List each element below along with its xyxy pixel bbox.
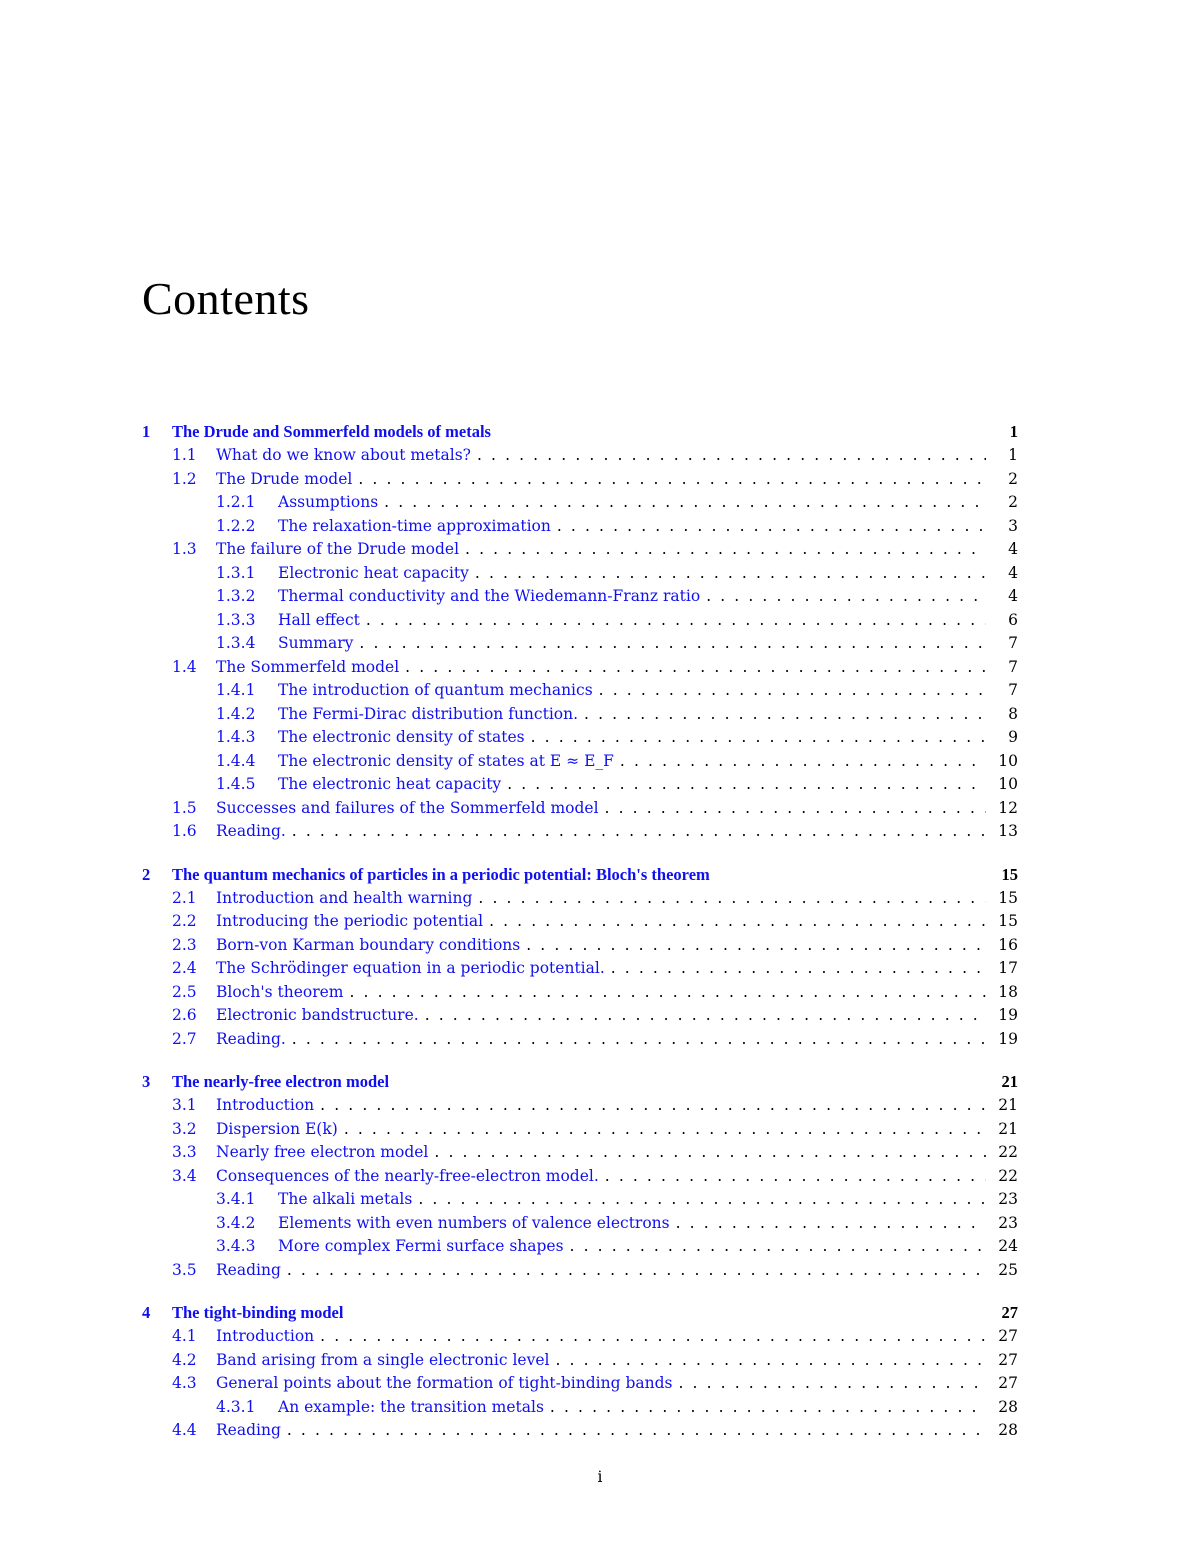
section-link[interactable]: Reading bbox=[216, 1421, 281, 1439]
chapter-title-link[interactable]: The tight-binding model bbox=[172, 1303, 344, 1322]
subsection-number[interactable]: 1.4.3 bbox=[216, 728, 256, 746]
toc-entry[interactable] bbox=[142, 934, 1018, 958]
page-number: 13 bbox=[998, 822, 1018, 840]
toc-entry[interactable] bbox=[142, 773, 1018, 797]
subsection-link[interactable]: The relaxation-time approximation bbox=[278, 516, 551, 535]
dot-leader bbox=[557, 515, 986, 539]
subsection-number[interactable]: 3.4.2 bbox=[216, 1213, 256, 1232]
subsection-number[interactable]: 4.3.1 bbox=[216, 1397, 256, 1416]
dot-leader bbox=[584, 703, 986, 727]
toc-chapter-entry[interactable] bbox=[142, 1070, 1018, 1094]
page-number: 1 bbox=[1008, 446, 1018, 464]
page-number: 27 bbox=[998, 1327, 1018, 1345]
section-link[interactable]: Consequences of the nearly-free-electron model. bbox=[216, 1166, 599, 1185]
section-link[interactable]: Nearly free electron model bbox=[216, 1143, 429, 1161]
toc-entry[interactable] bbox=[142, 444, 1018, 468]
section-link[interactable]: The failure of the Drude model bbox=[216, 540, 460, 558]
subsection-number[interactable]: 1.4.1 bbox=[216, 681, 256, 699]
toc-entry[interactable] bbox=[142, 1141, 1018, 1165]
dot-leader bbox=[555, 1349, 986, 1373]
subsection-number[interactable]: 1.3.1 bbox=[216, 563, 256, 582]
toc-entry[interactable] bbox=[142, 1419, 1018, 1443]
page-number: 27 bbox=[1001, 1303, 1018, 1322]
toc-entry[interactable] bbox=[142, 1235, 1018, 1259]
toc-entry[interactable] bbox=[142, 679, 1018, 703]
section-number[interactable]: 3.5 bbox=[172, 1260, 197, 1279]
dot-leader bbox=[320, 1094, 986, 1118]
dot-leader bbox=[475, 562, 986, 586]
subsection-link[interactable]: Summary bbox=[278, 634, 354, 652]
page-number: 4 bbox=[1008, 563, 1018, 582]
page-number: 28 bbox=[998, 1397, 1018, 1416]
chapter-number[interactable]: 2 bbox=[142, 864, 151, 884]
section-number[interactable]: 3.2 bbox=[172, 1119, 197, 1138]
dot-leader bbox=[425, 1004, 986, 1028]
page-number: 23 bbox=[998, 1190, 1018, 1208]
dot-leader bbox=[477, 444, 986, 468]
subsection-link[interactable]: The electronic heat capacity bbox=[278, 775, 502, 793]
chapter-number[interactable]: 4 bbox=[142, 1303, 151, 1322]
subsection-link[interactable]: Elements with even numbers of valence electrons bbox=[278, 1213, 670, 1232]
toc-entry[interactable] bbox=[142, 981, 1018, 1005]
section-link[interactable]: Introducing the periodic potential bbox=[216, 912, 484, 930]
section-link[interactable]: Electronic bandstructure. bbox=[216, 1006, 419, 1024]
subsection-link[interactable]: Assumptions bbox=[278, 493, 379, 511]
subsection-link[interactable]: The Fermi-Dirac distribution function. bbox=[278, 704, 579, 723]
subsection-number[interactable]: 1.4.2 bbox=[216, 704, 256, 723]
dot-leader bbox=[405, 656, 986, 680]
page-number: 22 bbox=[998, 1166, 1018, 1185]
toc-entry[interactable] bbox=[142, 750, 1018, 774]
toc-entry[interactable] bbox=[142, 957, 1018, 981]
toc-entry[interactable] bbox=[142, 797, 1018, 821]
toc-chapter-entry[interactable] bbox=[142, 420, 1018, 444]
subsection-link[interactable]: Thermal conductivity and the Wiedemann-Franz ratio bbox=[278, 587, 701, 605]
toc-chapter bbox=[142, 420, 1018, 844]
toc-chapter-entry[interactable] bbox=[142, 1301, 1018, 1325]
page-number: 28 bbox=[998, 1421, 1018, 1439]
page-number: 7 bbox=[1008, 657, 1018, 676]
chapter-title-link[interactable]: The nearly-free electron model bbox=[172, 1072, 390, 1091]
toc-entry[interactable] bbox=[142, 887, 1018, 911]
subsection-link[interactable]: The electronic density of states bbox=[278, 728, 525, 746]
page-number: 9 bbox=[1008, 728, 1018, 746]
page-number: 4 bbox=[1008, 587, 1018, 605]
dot-leader bbox=[599, 679, 986, 703]
section-link[interactable]: Bloch's theorem bbox=[216, 982, 344, 1001]
dot-leader bbox=[292, 1028, 986, 1052]
page-number: 1 bbox=[1009, 422, 1018, 441]
toc-entry[interactable] bbox=[142, 1028, 1018, 1052]
section-link[interactable]: What do we know about metals? bbox=[216, 446, 471, 464]
section-link[interactable]: General points about the formation of tight-binding bands bbox=[216, 1374, 673, 1392]
section-number[interactable]: 1.4 bbox=[172, 657, 197, 676]
dot-leader bbox=[605, 1165, 986, 1189]
toc-entry[interactable] bbox=[142, 1004, 1018, 1028]
section-link[interactable]: Reading. bbox=[216, 822, 286, 840]
subsection-link[interactable]: The alkali metals bbox=[278, 1190, 413, 1208]
subsection-number[interactable]: 1.3.3 bbox=[216, 610, 256, 629]
toc-entry[interactable] bbox=[142, 656, 1018, 680]
table-of-contents bbox=[142, 420, 1018, 1462]
chapter-number[interactable]: 3 bbox=[142, 1072, 151, 1091]
page-number: 25 bbox=[998, 1260, 1018, 1279]
dot-leader bbox=[526, 934, 986, 958]
toc-entry[interactable] bbox=[142, 515, 1018, 539]
page-title: Contents bbox=[142, 273, 310, 324]
toc-entry[interactable] bbox=[142, 468, 1018, 492]
dot-leader bbox=[611, 957, 986, 981]
page-number: 2 bbox=[1008, 469, 1018, 488]
page-number: 19 bbox=[998, 1006, 1018, 1024]
dot-leader bbox=[287, 1419, 986, 1443]
section-number[interactable]: 2.6 bbox=[172, 1006, 197, 1024]
page-number: 3 bbox=[1008, 516, 1018, 535]
page-number: 12 bbox=[998, 798, 1018, 817]
section-number[interactable]: 4.2 bbox=[172, 1350, 197, 1369]
page-number: 6 bbox=[1008, 610, 1018, 629]
subsection-number[interactable]: 1.3.4 bbox=[216, 634, 256, 652]
dot-leader bbox=[344, 1118, 986, 1142]
toc-entry[interactable] bbox=[142, 820, 1018, 844]
toc-entry[interactable] bbox=[142, 1165, 1018, 1189]
dot-leader bbox=[287, 1259, 986, 1283]
section-link[interactable]: Introduction bbox=[216, 1096, 315, 1114]
toc-entry[interactable] bbox=[142, 1188, 1018, 1212]
page-number: 24 bbox=[998, 1237, 1018, 1255]
toc-entry[interactable] bbox=[142, 1372, 1018, 1396]
toc-chapter bbox=[142, 1301, 1018, 1443]
section-number[interactable]: 2.4 bbox=[172, 959, 197, 977]
dot-leader bbox=[550, 1396, 986, 1420]
dot-leader bbox=[292, 820, 986, 844]
toc-entry[interactable] bbox=[142, 1325, 1018, 1349]
page-number: 10 bbox=[998, 751, 1018, 770]
section-link[interactable]: Born-von Karman boundary conditions bbox=[216, 935, 521, 954]
dot-leader bbox=[320, 1325, 986, 1349]
page-number: 27 bbox=[998, 1374, 1018, 1392]
dot-leader bbox=[676, 1212, 986, 1236]
toc-entry[interactable] bbox=[142, 1212, 1018, 1236]
page-number: 8 bbox=[1008, 704, 1018, 723]
page-number: 21 bbox=[998, 1096, 1018, 1114]
subsection-link[interactable]: Electronic heat capacity bbox=[278, 563, 469, 582]
subsection-link[interactable]: An example: the transition metals bbox=[278, 1397, 544, 1416]
section-number[interactable]: 1.5 bbox=[172, 798, 197, 817]
dot-leader bbox=[620, 750, 986, 774]
toc-entry[interactable] bbox=[142, 1259, 1018, 1283]
page-number: 21 bbox=[1001, 1072, 1018, 1091]
toc-entry[interactable] bbox=[142, 632, 1018, 656]
toc-entry[interactable] bbox=[142, 1349, 1018, 1373]
section-number[interactable]: 3.1 bbox=[172, 1096, 197, 1114]
section-link[interactable]: Successes and failures of the Sommerfeld model bbox=[216, 798, 599, 817]
section-number[interactable]: 1.3 bbox=[172, 540, 197, 558]
section-link[interactable]: Reading. bbox=[216, 1029, 286, 1048]
subsection-number[interactable]: 3.4.1 bbox=[216, 1190, 256, 1208]
dot-leader bbox=[489, 910, 986, 934]
page-number: 7 bbox=[1008, 681, 1018, 699]
dot-leader bbox=[418, 1188, 986, 1212]
page-number-footer: i bbox=[597, 1468, 603, 1486]
section-number[interactable]: 2.3 bbox=[172, 935, 197, 954]
page-number: 16 bbox=[998, 935, 1018, 954]
toc-entry[interactable] bbox=[142, 1094, 1018, 1118]
section-link[interactable]: Introduction and health warning bbox=[216, 888, 473, 907]
toc-entry[interactable] bbox=[142, 703, 1018, 727]
toc-entry[interactable] bbox=[142, 910, 1018, 934]
section-link[interactable]: Introduction bbox=[216, 1327, 315, 1345]
toc-entry[interactable] bbox=[142, 585, 1018, 609]
dot-leader bbox=[531, 726, 986, 750]
subsection-number[interactable]: 1.4.4 bbox=[216, 751, 256, 770]
toc-entry[interactable] bbox=[142, 538, 1018, 562]
toc-entry[interactable] bbox=[142, 491, 1018, 515]
dot-leader bbox=[384, 491, 986, 515]
chapter-title-link[interactable]: The quantum mechanics of particles in a periodic potential: Bloch's theorem bbox=[172, 864, 710, 884]
dot-leader bbox=[465, 538, 986, 562]
toc-chapter bbox=[142, 863, 1018, 1052]
page-number: 15 bbox=[998, 912, 1018, 930]
dot-leader bbox=[434, 1141, 986, 1165]
page-number: 27 bbox=[998, 1350, 1018, 1369]
subsection-number[interactable]: 1.4.5 bbox=[216, 775, 256, 793]
page-number: 15 bbox=[1001, 864, 1018, 884]
section-number[interactable]: 1.1 bbox=[172, 446, 197, 464]
section-number[interactable]: 4.4 bbox=[172, 1421, 197, 1439]
section-link[interactable]: The Drude model bbox=[216, 469, 353, 488]
section-number[interactable]: 2.1 bbox=[172, 888, 197, 907]
subsection-link[interactable]: The electronic density of states at E ≈ E_F bbox=[278, 751, 614, 770]
subsection-link[interactable]: The introduction of quantum mechanics bbox=[278, 681, 593, 699]
page-number: 4 bbox=[1008, 540, 1018, 558]
subsection-number[interactable]: 3.4.3 bbox=[216, 1237, 256, 1255]
dot-leader bbox=[349, 981, 986, 1005]
toc-chapter bbox=[142, 1070, 1018, 1282]
subsection-number[interactable]: 1.2.2 bbox=[216, 516, 256, 535]
toc-entry[interactable] bbox=[142, 1396, 1018, 1420]
page-number: 18 bbox=[998, 982, 1018, 1001]
chapter-title-link[interactable]: The Drude and Sommerfeld models of metals bbox=[172, 422, 491, 441]
toc-entry[interactable] bbox=[142, 726, 1018, 750]
page-number: 2 bbox=[1008, 493, 1018, 511]
section-number[interactable]: 4.1 bbox=[172, 1327, 197, 1345]
subsection-number[interactable]: 1.2.1 bbox=[216, 493, 256, 511]
dot-leader bbox=[605, 797, 986, 821]
dot-leader bbox=[679, 1372, 987, 1396]
dot-leader bbox=[570, 1235, 986, 1259]
dot-leader bbox=[358, 468, 986, 492]
dot-leader bbox=[478, 887, 986, 911]
subsection-link[interactable]: More complex Fermi surface shapes bbox=[278, 1237, 564, 1255]
section-link[interactable]: The Schrödinger equation in a periodic potential. bbox=[216, 959, 605, 977]
page-number: 19 bbox=[998, 1029, 1018, 1048]
section-number[interactable]: 2.7 bbox=[172, 1029, 197, 1048]
section-link[interactable]: Band arising from a single electronic level bbox=[216, 1350, 550, 1369]
section-number[interactable]: 3.4 bbox=[172, 1166, 197, 1185]
dot-leader bbox=[359, 632, 986, 656]
section-number[interactable]: 2.5 bbox=[172, 982, 197, 1001]
page-number: 23 bbox=[998, 1213, 1018, 1232]
section-link[interactable]: The Sommerfeld model bbox=[216, 657, 400, 676]
dot-leader bbox=[366, 609, 986, 633]
toc-entry[interactable] bbox=[142, 562, 1018, 586]
page-number: 7 bbox=[1008, 634, 1018, 652]
toc-chapter-entry[interactable] bbox=[142, 863, 1018, 887]
toc-entry[interactable] bbox=[142, 1118, 1018, 1142]
page-number: 22 bbox=[998, 1143, 1018, 1161]
section-number[interactable]: 1.6 bbox=[172, 822, 197, 840]
section-number[interactable]: 2.2 bbox=[172, 912, 197, 930]
chapter-number[interactable]: 1 bbox=[142, 422, 151, 441]
dot-leader bbox=[507, 773, 986, 797]
section-link[interactable]: Dispersion E(k) bbox=[216, 1119, 338, 1138]
subsection-number[interactable]: 1.3.2 bbox=[216, 587, 256, 605]
section-link[interactable]: Reading bbox=[216, 1260, 281, 1279]
section-number[interactable]: 4.3 bbox=[172, 1374, 197, 1392]
dot-leader bbox=[706, 585, 986, 609]
section-number[interactable]: 1.2 bbox=[172, 469, 197, 488]
page-number: 15 bbox=[998, 888, 1018, 907]
section-number[interactable]: 3.3 bbox=[172, 1143, 197, 1161]
toc-entry[interactable] bbox=[142, 609, 1018, 633]
page-number: 10 bbox=[998, 775, 1018, 793]
page-number: 17 bbox=[998, 959, 1018, 977]
subsection-link[interactable]: Hall effect bbox=[278, 610, 360, 629]
page-number: 21 bbox=[998, 1119, 1018, 1138]
